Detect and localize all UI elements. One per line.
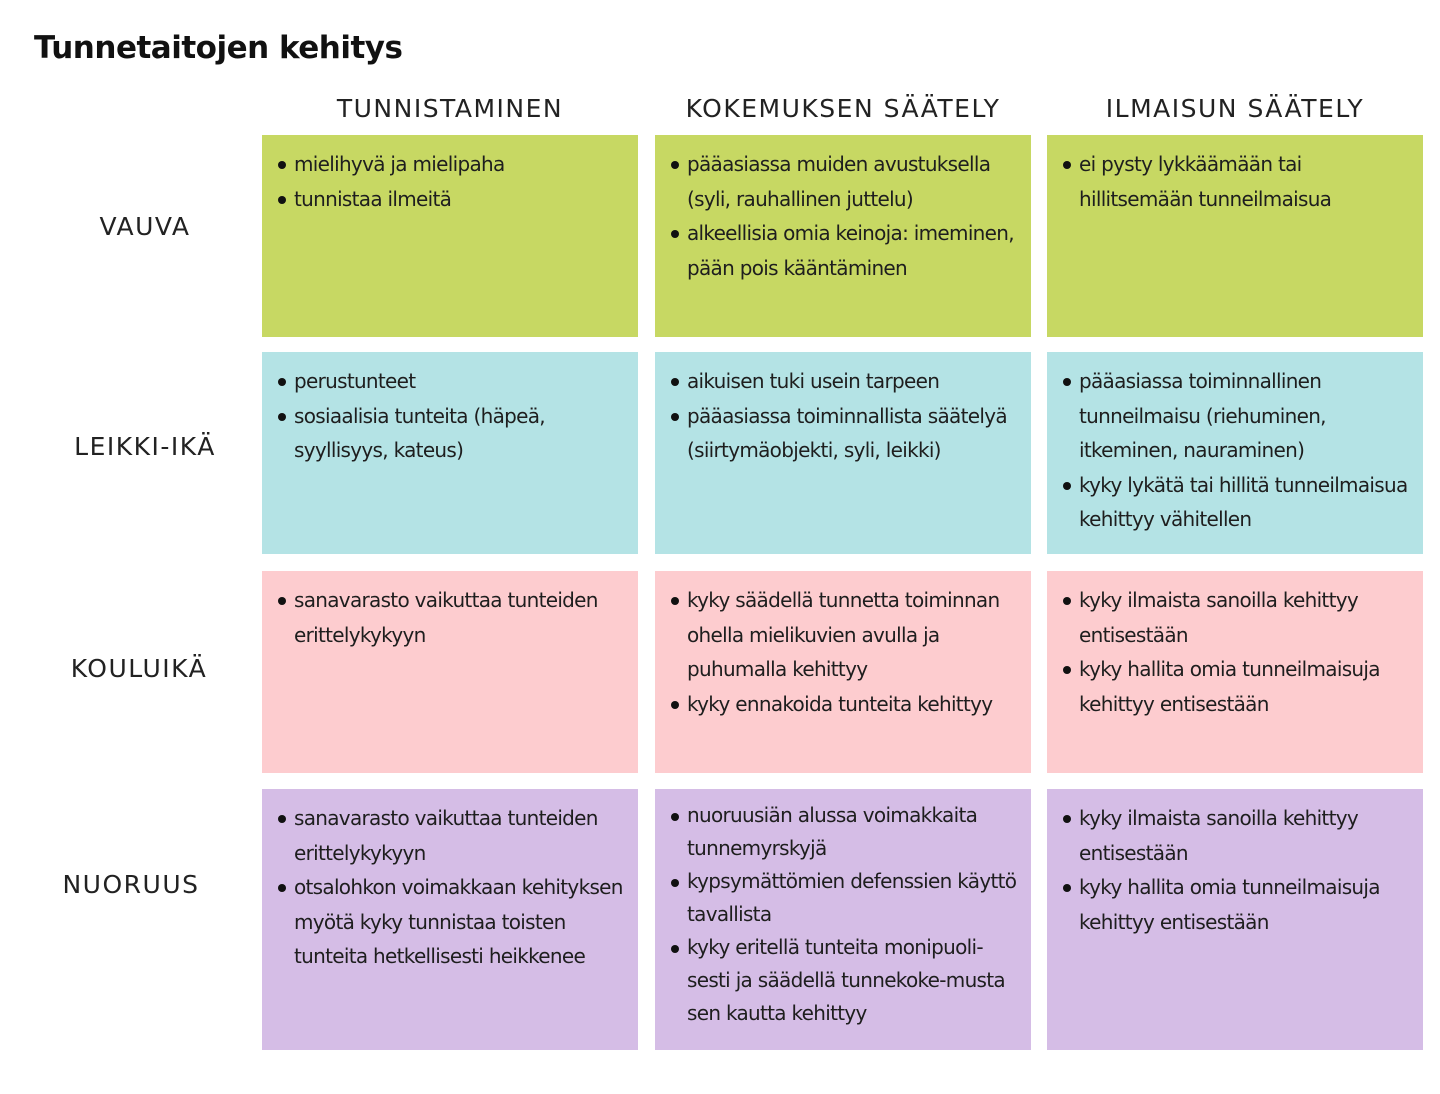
cell-leikki-ika-tunnistaminen — [262, 352, 638, 554]
row-label-kouluika: KOULUIKÄ — [70, 654, 208, 683]
cell-leikki-ika-kokemuksen-saately — [655, 352, 1031, 554]
list-item: pääasiassa muiden avustuksella (syli, rauhallinen juttelu) — [669, 147, 1019, 216]
cell-vauva-ilmaisun-saately — [1047, 135, 1423, 337]
list-item: kyky ilmaista sanoilla kehittyy entisestään — [1061, 583, 1411, 652]
list-item: pääasiassa toiminnallista säätelyä (siirtymäobjekti, syli, leikki) — [669, 399, 1019, 468]
cell-nuoruus-ilmaisun-saately — [1047, 789, 1423, 1050]
list-item: sanavarasto vaikuttaa tunteiden erittelykykyyn — [276, 583, 626, 652]
list-item: kyky eritellä tunteita monipuoli-sesti ja säädellä tunnekoke-musta sen kautta kehittyy — [669, 931, 1019, 1030]
list-item: sanavarasto vaikuttaa tunteiden erittelykykyyn — [276, 801, 626, 870]
list-item: kyky säädellä tunnetta toiminnan ohella mielikuvien avulla ja puhumalla kehittyy — [669, 583, 1019, 687]
list-item: nuoruusiän alussa voimakkaita tunnemyrskyjä — [669, 799, 1019, 865]
cell-vauva-kokemuksen-saately — [655, 135, 1031, 337]
row-label-leikki-ika: LEIKKI-IKÄ — [74, 432, 216, 461]
cell-nuoruus-kokemuksen-saately — [655, 789, 1031, 1050]
list-item: pääasiassa toiminnallinen tunneilmaisu (riehuminen, itkeminen, nauraminen) — [1061, 364, 1411, 468]
list-item: sosiaalisia tunteita (häpeä, syyllisyys, kateus) — [276, 399, 626, 468]
row-label-nuoruus: NUORUUS — [62, 870, 200, 899]
list-item: alkeellisia omia keinoja: imeminen, pään pois kääntäminen — [669, 216, 1019, 285]
column-header-tunnistaminen: TUNNISTAMINEN — [336, 94, 564, 123]
column-header-kokemuksen-saately: KOKEMUKSEN SÄÄTELY — [685, 94, 1001, 123]
list-item: kyky lykätä tai hillitä tunneilmaisua kehittyy vähitellen — [1061, 468, 1411, 537]
list-item: tunnistaa ilmeitä — [276, 182, 626, 217]
list-item: perustunteet — [276, 364, 626, 399]
row-label-vauva: VAUVA — [99, 212, 191, 241]
list-item: ei pysty lykkäämään tai hillitsemään tunneilmaisua — [1061, 147, 1411, 216]
list-item: otsalohkon voimakkaan kehityksen myötä kyky tunnistaa toisten tunteita hetkellisesti heikkenee — [276, 870, 626, 974]
cell-kouluika-kokemuksen-saately — [655, 571, 1031, 773]
page-title: Tunnetaitojen kehitys — [34, 30, 403, 66]
cell-vauva-tunnistaminen — [262, 135, 638, 337]
column-header-ilmaisun-saately: ILMAISUN SÄÄTELY — [1105, 94, 1365, 123]
list-item: mielihyvä ja mielipaha — [276, 147, 626, 182]
list-item: kyky ilmaista sanoilla kehittyy entisestään — [1061, 801, 1411, 870]
list-item: kyky ennakoida tunteita kehittyy — [669, 687, 1019, 722]
cell-kouluika-ilmaisun-saately — [1047, 571, 1423, 773]
cell-nuoruus-tunnistaminen — [262, 789, 638, 1050]
list-item: aikuisen tuki usein tarpeen — [669, 364, 1019, 399]
cell-kouluika-tunnistaminen — [262, 571, 638, 773]
list-item: kyky hallita omia tunneilmaisuja kehittyy entisestään — [1061, 652, 1411, 721]
cell-leikki-ika-ilmaisun-saately — [1047, 352, 1423, 554]
list-item: kyky hallita omia tunneilmaisuja kehittyy entisestään — [1061, 870, 1411, 939]
list-item: kypsymättömien defenssien käyttö tavallista — [669, 865, 1019, 931]
